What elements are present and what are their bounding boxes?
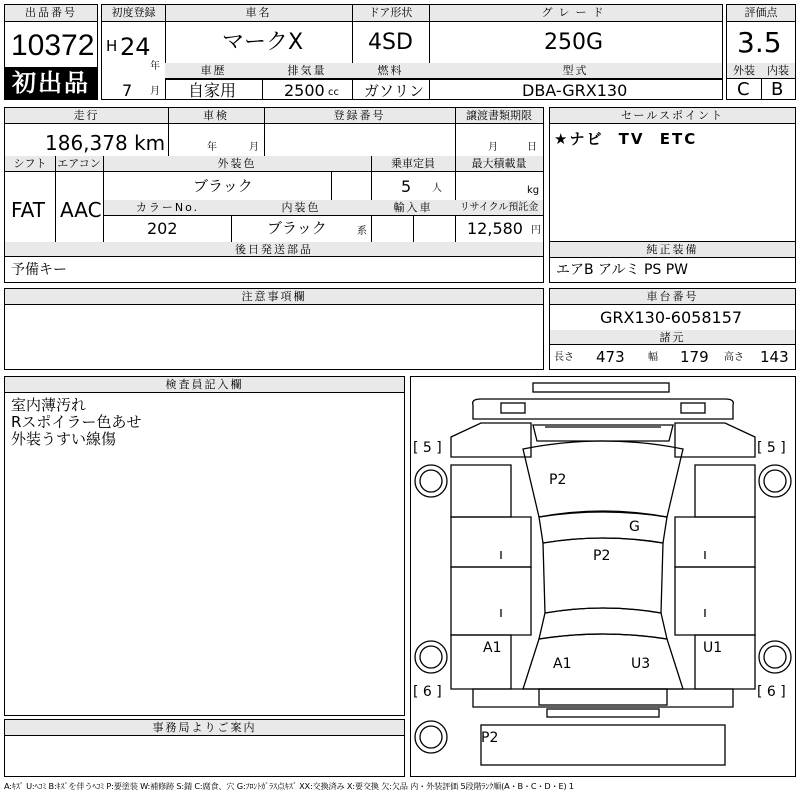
max-load-unit: kg [527,185,540,196]
lot-label: 出品番号 [5,5,97,22]
int-score-label: 内装 [761,63,795,79]
legend: A:ｷｽﾞ U:ﾍｺﾐ B:ｷｽﾞを伴うﾍｺﾐ P:要塗装 W:補修跡 S:錆 C:腐食、穴 G:ﾌﾛﾝﾄｶﾞﾗｽ点ｷｽﾞ XX:交換済み X:要交換 欠:欠品 内・外装評価 5段階ﾗﾝｸ順(A・B・C・D・E) 1 [4,781,574,791]
capacity-label: 乗車定員 [371,156,455,172]
details-box [4,107,544,257]
tire-rear-left-depth: [ 6 ] [413,684,442,700]
first-listing-label: 初出品 [12,69,90,97]
recycle-label: リサイクル預託金 [455,200,543,216]
length: 473 [596,348,625,366]
sales-point-label: セールスポイント [550,108,795,124]
sales-point-box [549,107,796,242]
history: 自家用 [188,81,237,100]
int-color-unit: 系 [357,226,367,237]
capacity-unit: 人 [432,183,442,194]
int-score: B [771,79,784,100]
score-value: 3.5 [737,26,782,59]
reg-year-unit: 年 [150,61,160,72]
grade-label: グレード [429,5,722,22]
mark-rear-right-door: U1 [703,640,723,656]
ext-color: ブラック [193,177,253,195]
displacement: 2500 [284,81,325,100]
transfer-day-unit: 日 [527,142,537,153]
reg-month-unit: 月 [150,86,160,97]
fuel: ガソリン [364,82,425,100]
car-name: マークX [222,30,304,55]
mark-spare: P2 [481,730,499,746]
chassis-box [549,288,796,370]
width: 179 [680,348,709,366]
mark-hood: P2 [549,472,567,488]
inspection-year-unit: 年 [207,142,217,153]
later-parts-label: 後日発送部品 [5,242,543,257]
recycle-unit: 円 [531,225,541,236]
lot-number: 10372 [11,29,95,62]
shift-label: シフト [5,156,55,172]
color-no-label: カラーNo. [104,200,231,216]
displacement-unit: cc [328,87,339,98]
int-color: ブラック [267,219,327,237]
genuine-label: 純正装備 [550,242,795,258]
aircon: AAC [60,198,102,222]
tire-rear-right-depth: [ 6 ] [757,684,786,700]
import-label: 輸入車 [371,200,455,216]
height: 143 [760,348,789,366]
reg-era: H [106,37,118,55]
car-name-label: 車名 [165,5,352,22]
aircon-label: エアコン [55,156,103,172]
tire-front-right-depth: [ 5 ] [757,440,786,456]
mark-trunk: A1 [553,656,572,672]
ext-score-label: 外装 [727,63,761,79]
first-listing-badge [5,67,97,99]
mark-windshield: G [629,519,640,535]
score-box [726,4,796,100]
office-label: 事務局よりご案内 [5,720,404,736]
mark-roof: P2 [593,548,611,564]
ext-color-label: 外装色 [103,156,371,172]
history-label: 車歴 [165,63,262,79]
later-parts: 予備キー [11,262,67,278]
lot-box [4,4,98,100]
notes-label: 注意事項欄 [5,289,543,305]
tire-front-left-depth: [ 5 ] [413,440,442,456]
inspection-label: 車検 [168,108,264,124]
genuine-box [549,241,796,283]
inspector-line: 室内薄汚れ [11,396,87,414]
inspector-box [4,376,405,716]
inspector-line: Rスポイラー色あせ [11,413,142,431]
notes-box [4,288,544,370]
office-box [4,719,405,777]
regno-label: 登録番号 [264,108,455,124]
dims-label: 諸元 [550,330,795,345]
inspector-label: 検査員記入欄 [5,377,404,393]
mileage-label: 走行 [5,108,168,124]
door-label: ドア形状 [352,5,429,22]
ext-score: C [737,79,750,100]
transfer-label: 譲渡書類期限 [455,108,543,124]
int-color-label: 内装色 [231,200,371,216]
capacity: 5 [401,177,412,196]
spec-top [101,4,723,100]
car-diagram [410,376,796,777]
later-parts-box [4,256,544,283]
car-outline [411,377,795,776]
recycle: 12,580 [467,219,523,238]
mark-rear-bumper: U3 [631,656,651,672]
reg-label: 初度登録 [102,5,165,22]
grade: 250G [544,30,604,55]
fuel-label: 燃料 [352,63,429,79]
height-label: 高さ [724,352,744,363]
reg-year: 24 [120,33,151,61]
transfer-month-unit: 月 [488,142,498,153]
max-load-label: 最大積載量 [455,156,543,172]
sales-point: ★ナビ TV ETC [554,130,698,148]
genuine-equipment: エアB アルミ PS PW [556,262,689,278]
length-label: 長さ [554,352,574,363]
shift: FAT [11,198,46,222]
model: DBA-GRX130 [522,81,628,100]
chassis-label: 車台番号 [550,289,795,305]
door-type: 4SD [368,30,413,55]
displacement-label: 排気量 [262,63,352,79]
mark-rear-left-door: A1 [483,640,502,656]
mileage: 186,378 km [45,131,166,155]
model-label: 型式 [429,63,722,79]
chassis-number: GRX130-6058157 [600,308,743,327]
inspection-month-unit: 月 [249,142,259,153]
reg-month: 7 [122,81,133,100]
score-label: 評価点 [727,5,795,22]
width-label: 幅 [648,352,658,363]
inspector-line: 外装うすい線傷 [11,430,117,448]
color-no: 202 [147,219,178,238]
